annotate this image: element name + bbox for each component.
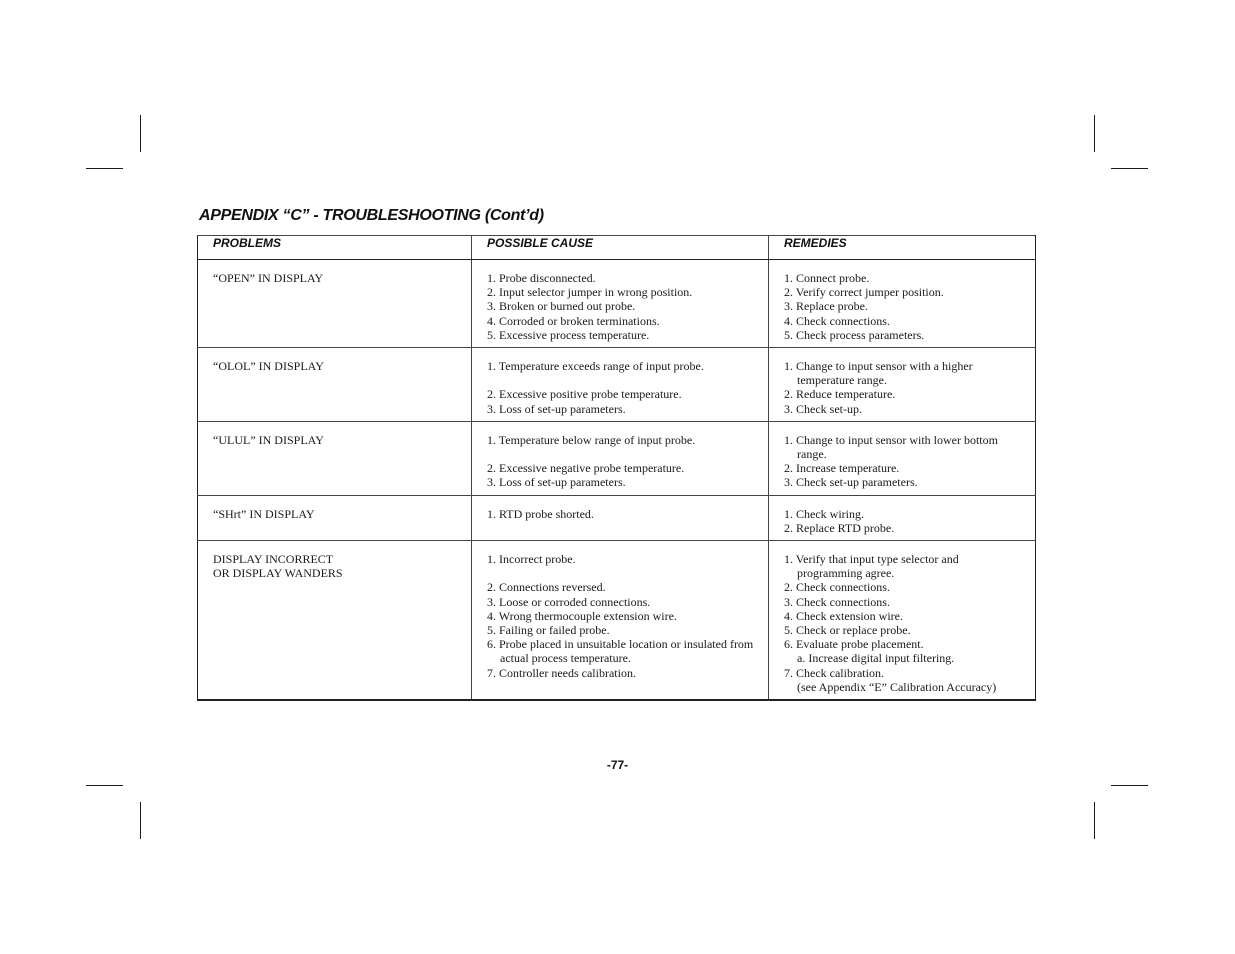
cause-item: 4. Corroded or broken terminations.: [487, 313, 660, 328]
crop-mark: [140, 115, 141, 152]
cause-item: 2. Excessive negative probe temperature.: [487, 461, 685, 476]
remedy-item: 1. Connect probe.: [784, 271, 870, 285]
cause-item: 1. Temperature exceeds range of input probe.: [487, 359, 704, 374]
remedy-cell: [769, 495, 1036, 540]
page-title: APPENDIX “C” - TROUBLESHOOTING (Cont’d): [199, 207, 544, 224]
table-row: [198, 260, 1036, 348]
remedy-item: 3. Check set-up.: [784, 401, 862, 416]
cause-item: 3. Broken or burned out probe.: [487, 299, 636, 314]
problem-text: OR DISPLAY WANDERS: [213, 566, 343, 581]
cause-item: 5. Failing or failed probe.: [487, 623, 610, 638]
table-row: [198, 541, 1036, 701]
problem-cell: [198, 348, 472, 422]
table-header-row: [198, 236, 1036, 260]
page-number: -77-: [606, 758, 629, 772]
crop-mark: [1111, 785, 1148, 786]
remedy-item: 2. Increase temperature.: [784, 461, 900, 476]
problem-text: “SHrt” IN DISPLAY: [213, 506, 315, 521]
remedy-item: temperature range.: [797, 373, 887, 388]
table-row: [198, 348, 1036, 422]
remedy-item: 3. Replace probe.: [784, 299, 868, 314]
remedy-item: 2. Verify correct jumper position.: [784, 285, 944, 300]
remedy-item: 4. Check connections.: [784, 313, 890, 328]
cause-item: 1. RTD probe shorted.: [487, 506, 594, 521]
table-row: [198, 495, 1036, 540]
remedy-item: 7. Check calibration.: [784, 665, 884, 680]
remedy-cell: [769, 421, 1036, 495]
remedy-item: 2. Check connections.: [784, 580, 890, 595]
remedy-cell: [769, 541, 1036, 701]
cause-item: 2. Input selector jumper in wrong position.: [487, 285, 693, 300]
crop-mark: [1094, 115, 1095, 152]
remedy-item: 1. Change to input sensor with lower bottom: [784, 432, 998, 447]
crop-mark: [1094, 802, 1095, 839]
table-body: [198, 260, 1036, 701]
problem-cell: [198, 541, 472, 701]
problem-text: “OPEN” IN DISPLAY: [213, 271, 324, 285]
crop-mark: [140, 802, 141, 839]
remedy-item: range.: [797, 447, 827, 462]
troubleshooting-table: [197, 235, 1036, 701]
header-remedies: REMEDIES: [769, 236, 1036, 260]
cause-item: 3. Loss of set-up parameters.: [487, 401, 626, 416]
problem-cell: [198, 421, 472, 495]
crop-mark: [1111, 168, 1148, 169]
cause-cell: [472, 260, 769, 348]
remedy-cell: [769, 260, 1036, 348]
crop-mark: [86, 168, 123, 169]
problem-text: “ULUL” IN DISPLAY: [213, 432, 324, 447]
remedy-item: 5. Check or replace probe.: [784, 623, 911, 638]
remedy-item: 1. Check wiring.: [784, 506, 864, 521]
cause-item: 3. Loose or corroded connections.: [487, 594, 651, 609]
spacer: [487, 566, 764, 580]
header-problems: PROBLEMS: [198, 236, 472, 260]
problem-cell: [198, 495, 472, 540]
remedy-item: 3. Check set-up parameters.: [784, 475, 918, 490]
remedy-cell: [769, 348, 1036, 422]
crop-mark: [86, 785, 123, 786]
cause-item: 1. Incorrect probe.: [487, 552, 576, 567]
cause-item: 2. Excessive positive probe temperature.: [487, 387, 682, 402]
problem-cell: [198, 260, 472, 348]
cause-item: 2. Connections reversed.: [487, 580, 606, 595]
table-row: [198, 421, 1036, 495]
cause-item: 5. Excessive process temperature.: [487, 327, 650, 342]
problem-text: DISPLAY INCORRECT: [213, 552, 334, 567]
remedy-item: 2. Replace RTD probe.: [784, 520, 895, 535]
cause-item: 7. Controller needs calibration.: [487, 665, 636, 680]
remedy-item: 5. Check process parameters.: [784, 327, 925, 342]
remedy-item: 1. Change to input sensor with a higher: [784, 359, 973, 374]
remedy-item: 2. Reduce temperature.: [784, 387, 896, 402]
spacer: [487, 373, 764, 387]
cause-item: 4. Wrong thermocouple extension wire.: [487, 608, 677, 623]
remedy-item: (see Appendix “E” Calibration Accuracy): [797, 679, 997, 694]
cause-item: actual process temperature.: [500, 651, 631, 666]
cause-cell: [472, 541, 769, 701]
cause-item: 6. Probe placed in unsuitable location or insulated from: [487, 637, 754, 652]
problem-text: “OLOL” IN DISPLAY: [213, 359, 324, 374]
cause-item: 1. Temperature below range of input probe.: [487, 432, 696, 447]
cause-cell: [472, 348, 769, 422]
cause-cell: [472, 495, 769, 540]
remedy-item: 4. Check extension wire.: [784, 608, 903, 623]
remedy-item: 6. Evaluate probe placement.: [784, 637, 924, 652]
remedy-item: programming agree.: [797, 566, 895, 581]
cause-item: 3. Loss of set-up parameters.: [487, 475, 626, 490]
cause-item: 1. Probe disconnected.: [487, 271, 596, 285]
spacer: [487, 447, 764, 461]
remedy-item: 1. Verify that input type selector and: [784, 552, 959, 567]
cause-cell: [472, 421, 769, 495]
remedy-item: a. Increase digital input filtering.: [797, 651, 955, 666]
remedy-item: 3. Check connections.: [784, 594, 890, 609]
header-possible-cause: POSSIBLE CAUSE: [472, 236, 769, 260]
